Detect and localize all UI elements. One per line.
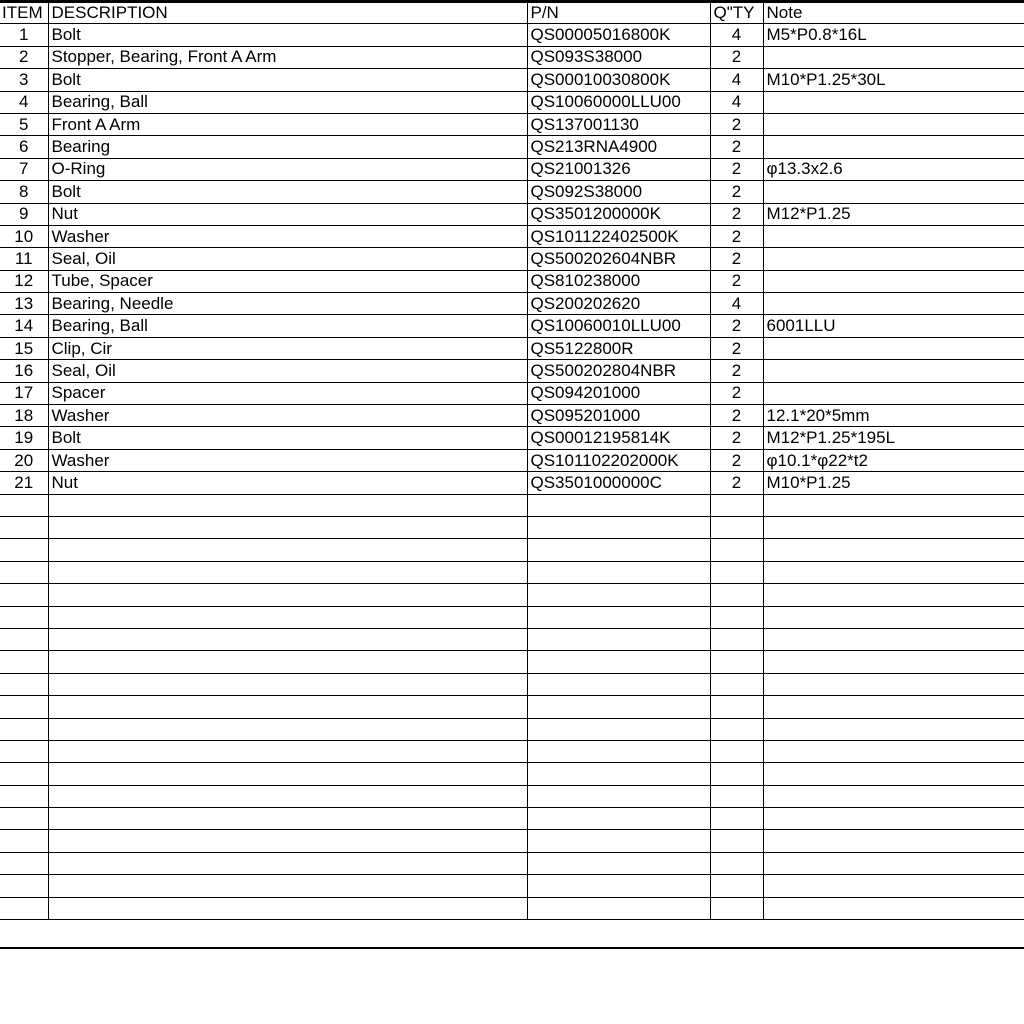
cell-note — [763, 539, 1024, 561]
table-row — [0, 203, 1024, 225]
cell-note — [763, 494, 1024, 516]
cell-description — [48, 875, 527, 897]
cell-note — [763, 360, 1024, 382]
cell-item — [0, 673, 48, 695]
table-row — [0, 472, 1024, 494]
table-row — [0, 516, 1024, 538]
cell-note — [763, 718, 1024, 740]
cell-description: Nut — [48, 203, 527, 225]
cell-note — [763, 225, 1024, 247]
cell-item: 9 — [0, 203, 48, 225]
cell-pn: QS093S38000 — [527, 46, 710, 68]
cell-item: 19 — [0, 427, 48, 449]
cell-qty — [710, 740, 763, 762]
cell-description: Tube, Spacer — [48, 270, 527, 292]
cell-pn: QS10060010LLU00 — [527, 315, 710, 337]
cell-description: Bearing, Needle — [48, 293, 527, 315]
cell-note — [763, 136, 1024, 158]
cell-item: 5 — [0, 113, 48, 135]
cell-qty: 2 — [710, 360, 763, 382]
table-row — [0, 337, 1024, 359]
cell-qty — [710, 875, 763, 897]
cell-note: M5*P0.8*16L — [763, 24, 1024, 46]
cell-qty — [710, 763, 763, 785]
cell-qty: 2 — [710, 158, 763, 180]
parts-list-body — [0, 24, 1024, 920]
cell-description — [48, 673, 527, 695]
cell-pn: QS810238000 — [527, 270, 710, 292]
cell-qty: 2 — [710, 136, 763, 158]
table-row — [0, 382, 1024, 404]
cell-pn — [527, 628, 710, 650]
cell-qty: 2 — [710, 181, 763, 203]
cell-qty: 2 — [710, 113, 763, 135]
cell-description — [48, 785, 527, 807]
cell-item — [0, 651, 48, 673]
cell-pn: QS092S38000 — [527, 181, 710, 203]
cell-note — [763, 785, 1024, 807]
cell-pn: QS101102202000K — [527, 449, 710, 471]
cell-pn — [527, 852, 710, 874]
cell-description: Bolt — [48, 69, 527, 91]
table-row — [0, 136, 1024, 158]
cell-qty — [710, 584, 763, 606]
table-row — [0, 225, 1024, 247]
cell-item: 16 — [0, 360, 48, 382]
cell-qty: 2 — [710, 472, 763, 494]
cell-item: 10 — [0, 225, 48, 247]
cell-note: M12*P1.25*195L — [763, 427, 1024, 449]
cell-item — [0, 561, 48, 583]
cell-qty — [710, 852, 763, 874]
cell-item — [0, 606, 48, 628]
cell-description: Stopper, Bearing, Front A Arm — [48, 46, 527, 68]
table-row — [0, 628, 1024, 650]
table-row — [0, 181, 1024, 203]
cell-qty: 4 — [710, 69, 763, 91]
cell-description — [48, 718, 527, 740]
cell-note — [763, 337, 1024, 359]
table-row — [0, 248, 1024, 270]
cell-note: M10*P1.25 — [763, 472, 1024, 494]
cell-description — [48, 897, 527, 919]
cell-description — [48, 696, 527, 718]
cell-note: M10*P1.25*30L — [763, 69, 1024, 91]
cell-note — [763, 382, 1024, 404]
cell-item: 11 — [0, 248, 48, 270]
bottom-border-rule — [0, 947, 1024, 949]
cell-pn: QS5122800R — [527, 337, 710, 359]
table-row — [0, 718, 1024, 740]
cell-note — [763, 875, 1024, 897]
cell-qty: 4 — [710, 24, 763, 46]
cell-pn — [527, 651, 710, 673]
cell-item: 13 — [0, 293, 48, 315]
cell-pn: QS00005016800K — [527, 24, 710, 46]
cell-description: Spacer — [48, 382, 527, 404]
cell-description: Bolt — [48, 427, 527, 449]
cell-item — [0, 808, 48, 830]
cell-pn — [527, 696, 710, 718]
cell-pn: QS10060000LLU00 — [527, 91, 710, 113]
cell-description — [48, 584, 527, 606]
table-row — [0, 584, 1024, 606]
cell-description — [48, 852, 527, 874]
cell-qty: 2 — [710, 337, 763, 359]
cell-qty — [710, 561, 763, 583]
cell-item — [0, 830, 48, 852]
cell-note — [763, 91, 1024, 113]
cell-item — [0, 539, 48, 561]
cell-qty: 2 — [710, 405, 763, 427]
cell-item — [0, 696, 48, 718]
cell-item: 17 — [0, 382, 48, 404]
table-row — [0, 293, 1024, 315]
table-row — [0, 539, 1024, 561]
cell-item — [0, 494, 48, 516]
cell-item — [0, 740, 48, 762]
table-row — [0, 113, 1024, 135]
cell-item — [0, 718, 48, 740]
cell-note — [763, 696, 1024, 718]
cell-pn — [527, 494, 710, 516]
cell-qty: 2 — [710, 449, 763, 471]
cell-description: Nut — [48, 472, 527, 494]
cell-item — [0, 785, 48, 807]
cell-qty: 2 — [710, 248, 763, 270]
cell-qty — [710, 651, 763, 673]
cell-qty: 2 — [710, 315, 763, 337]
cell-description: Bearing — [48, 136, 527, 158]
cell-description — [48, 561, 527, 583]
cell-pn — [527, 830, 710, 852]
header-description: DESCRIPTION — [48, 2, 527, 24]
cell-description — [48, 763, 527, 785]
cell-description — [48, 830, 527, 852]
table-row — [0, 763, 1024, 785]
cell-item: 3 — [0, 69, 48, 91]
cell-description: Seal, Oil — [48, 360, 527, 382]
cell-pn: QS500202804NBR — [527, 360, 710, 382]
cell-pn: QS500202604NBR — [527, 248, 710, 270]
cell-description — [48, 808, 527, 830]
cell-description — [48, 651, 527, 673]
cell-qty — [710, 718, 763, 740]
cell-description: Front A Arm — [48, 113, 527, 135]
cell-pn: QS200202620 — [527, 293, 710, 315]
cell-item — [0, 897, 48, 919]
cell-pn — [527, 584, 710, 606]
cell-description: Bearing, Ball — [48, 91, 527, 113]
cell-qty: 4 — [710, 91, 763, 113]
cell-item: 1 — [0, 24, 48, 46]
cell-note — [763, 852, 1024, 874]
cell-qty: 4 — [710, 293, 763, 315]
header-item: ITEM — [0, 2, 48, 24]
cell-item: 2 — [0, 46, 48, 68]
cell-pn: QS00012195814K — [527, 427, 710, 449]
cell-pn: QS137001130 — [527, 113, 710, 135]
cell-note — [763, 897, 1024, 919]
cell-note: 6001LLU — [763, 315, 1024, 337]
cell-item — [0, 852, 48, 874]
table-row — [0, 449, 1024, 471]
cell-description — [48, 516, 527, 538]
cell-qty — [710, 673, 763, 695]
cell-pn — [527, 673, 710, 695]
table-header-row — [0, 2, 1024, 24]
cell-description: Seal, Oil — [48, 248, 527, 270]
cell-item — [0, 584, 48, 606]
cell-pn: QS21001326 — [527, 158, 710, 180]
table-row — [0, 875, 1024, 897]
table-row — [0, 46, 1024, 68]
cell-note — [763, 763, 1024, 785]
table-row — [0, 651, 1024, 673]
cell-pn: QS094201000 — [527, 382, 710, 404]
cell-qty — [710, 494, 763, 516]
cell-item: 7 — [0, 158, 48, 180]
cell-description — [48, 606, 527, 628]
table-row — [0, 427, 1024, 449]
cell-qty — [710, 897, 763, 919]
cell-item: 21 — [0, 472, 48, 494]
cell-qty — [710, 539, 763, 561]
cell-qty — [710, 830, 763, 852]
table-row — [0, 696, 1024, 718]
cell-note — [763, 584, 1024, 606]
cell-description: O-Ring — [48, 158, 527, 180]
cell-description: Bolt — [48, 181, 527, 203]
cell-item: 18 — [0, 405, 48, 427]
cell-pn: QS095201000 — [527, 405, 710, 427]
cell-note: φ13.3x2.6 — [763, 158, 1024, 180]
cell-note — [763, 830, 1024, 852]
cell-qty: 2 — [710, 382, 763, 404]
cell-qty — [710, 808, 763, 830]
cell-qty: 2 — [710, 203, 763, 225]
header-note: Note — [763, 2, 1024, 24]
cell-item: 8 — [0, 181, 48, 203]
cell-note — [763, 113, 1024, 135]
cell-qty: 2 — [710, 270, 763, 292]
cell-pn: QS3501000000C — [527, 472, 710, 494]
cell-note: 12.1*20*5mm — [763, 405, 1024, 427]
cell-qty: 2 — [710, 427, 763, 449]
cell-note — [763, 740, 1024, 762]
cell-pn: QS3501200000K — [527, 203, 710, 225]
cell-note: φ10.1*φ22*t2 — [763, 449, 1024, 471]
cell-pn — [527, 539, 710, 561]
table-row — [0, 673, 1024, 695]
cell-note — [763, 673, 1024, 695]
header-pn: P/N — [527, 2, 710, 24]
cell-qty: 2 — [710, 225, 763, 247]
cell-qty — [710, 628, 763, 650]
cell-pn: QS00010030800K — [527, 69, 710, 91]
cell-description: Bearing, Ball — [48, 315, 527, 337]
parts-list-table — [0, 2, 1024, 920]
table-row — [0, 69, 1024, 91]
cell-item — [0, 763, 48, 785]
cell-pn: QS101122402500K — [527, 225, 710, 247]
cell-qty — [710, 696, 763, 718]
cell-note — [763, 181, 1024, 203]
table-row — [0, 360, 1024, 382]
cell-description: Clip, Cir — [48, 337, 527, 359]
table-row — [0, 852, 1024, 874]
cell-pn — [527, 718, 710, 740]
cell-note — [763, 561, 1024, 583]
cell-pn — [527, 875, 710, 897]
table-row — [0, 270, 1024, 292]
cell-note — [763, 606, 1024, 628]
cell-pn — [527, 561, 710, 583]
table-row — [0, 315, 1024, 337]
cell-pn: QS213RNA4900 — [527, 136, 710, 158]
cell-note: M12*P1.25 — [763, 203, 1024, 225]
cell-description: Bolt — [48, 24, 527, 46]
table-row — [0, 740, 1024, 762]
cell-pn — [527, 740, 710, 762]
cell-description: Washer — [48, 225, 527, 247]
table-row — [0, 830, 1024, 852]
table-row — [0, 785, 1024, 807]
cell-pn — [527, 516, 710, 538]
cell-item: 14 — [0, 315, 48, 337]
table-row — [0, 897, 1024, 919]
cell-pn — [527, 897, 710, 919]
cell-qty — [710, 606, 763, 628]
cell-note — [763, 628, 1024, 650]
cell-note — [763, 248, 1024, 270]
table-row — [0, 158, 1024, 180]
cell-item: 4 — [0, 91, 48, 113]
table-row — [0, 808, 1024, 830]
cell-description — [48, 539, 527, 561]
cell-pn — [527, 606, 710, 628]
table-row — [0, 91, 1024, 113]
cell-item: 6 — [0, 136, 48, 158]
cell-qty: 2 — [710, 46, 763, 68]
cell-item: 20 — [0, 449, 48, 471]
table-row — [0, 494, 1024, 516]
cell-qty — [710, 785, 763, 807]
cell-description: Washer — [48, 405, 527, 427]
cell-pn — [527, 785, 710, 807]
cell-note — [763, 516, 1024, 538]
cell-note — [763, 270, 1024, 292]
cell-item — [0, 875, 48, 897]
cell-qty — [710, 516, 763, 538]
cell-description — [48, 740, 527, 762]
table-row — [0, 606, 1024, 628]
cell-description — [48, 628, 527, 650]
cell-note — [763, 808, 1024, 830]
cell-item — [0, 628, 48, 650]
table-row — [0, 24, 1024, 46]
cell-item: 12 — [0, 270, 48, 292]
cell-item: 15 — [0, 337, 48, 359]
cell-item — [0, 516, 48, 538]
table-row — [0, 561, 1024, 583]
cell-note — [763, 651, 1024, 673]
cell-note — [763, 293, 1024, 315]
cell-description: Washer — [48, 449, 527, 471]
cell-pn — [527, 763, 710, 785]
table-row — [0, 405, 1024, 427]
cell-note — [763, 46, 1024, 68]
cell-pn — [527, 808, 710, 830]
header-qty: Q"TY — [710, 2, 763, 24]
cell-description — [48, 494, 527, 516]
